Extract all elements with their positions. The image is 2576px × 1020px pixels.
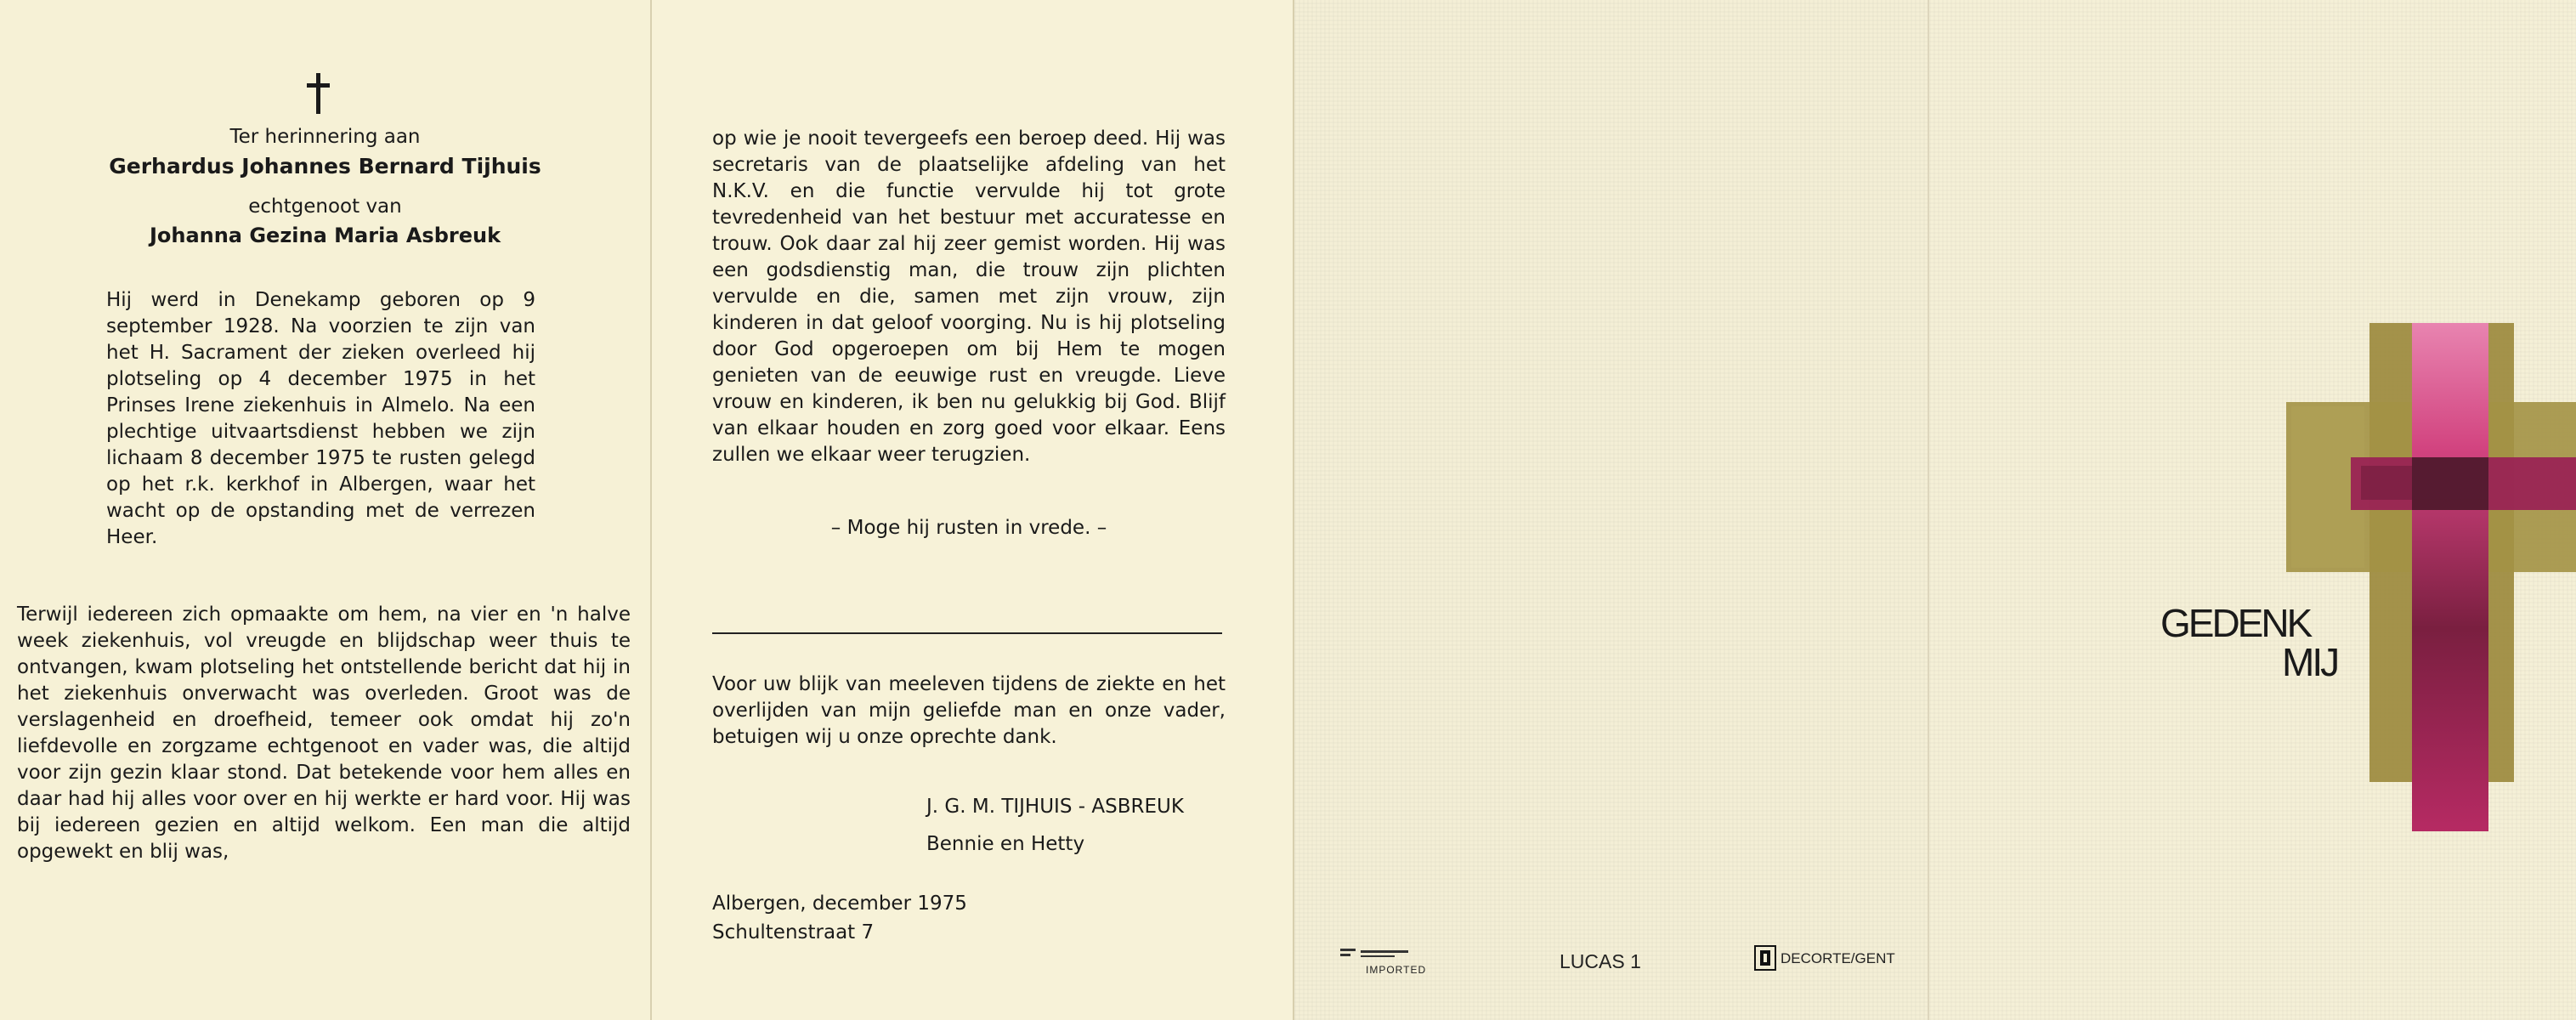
card-panel-front-cover	[1929, 0, 2576, 1020]
latin-cross-icon	[302, 71, 336, 116]
printer-logo	[1340, 945, 1410, 960]
remembrance-heading: Ter herinnering aan	[229, 126, 421, 148]
place-date: Albergen, december 1975	[712, 892, 967, 915]
publisher-logo-icon	[1754, 945, 1776, 971]
divider-line	[712, 632, 1222, 634]
card-panel-center-right	[1294, 0, 1929, 1020]
card-panel-left	[0, 0, 652, 1020]
thanks-text: Voor uw blijk van meeleven tijdens de ziekte en het overlijden van mijn geliefde man en onze vader, betuigen wij u onze oprechte dank.	[712, 673, 1226, 748]
address: Schultenstraat 7	[712, 921, 875, 944]
cover-title-line2: MIJ	[2282, 640, 2338, 684]
signature-family: J. G. M. TIJHUIS - ASBREUK	[926, 796, 1184, 818]
biography-text: Hij werd in Denekamp geboren op 9 september 1928. Na voorzien te zijn van het H. Sacrament der zieken overleed hij plotseling op 4 december 1975 in het Prinses Irene ziekenhuis in Almelo. Na een plechtige uitvaartsdienst hebben we zijn lichaam 8 december 1975 te rusten gelegd op het r.k. kerkhof in Albergen, waar het wacht op de opstanding met de verrezen Heer.	[106, 289, 535, 548]
memorial-text-part2: op wie je nooit tevergeefs een beroep deed. Hij was secretaris van de plaatselijke afdeling van het N.K.V. en die functie vervulde hij tot grote tevredenheid van het bestuur met accuratesse en trouw. Ook daar zal hij zeer gemist worden. Hij was een godsdienstig man, die trouw zijn plichten vervulde en die, samen met zijn vrouw, zijn kinderen in dat geloof voorging. Nu is hij plotseling door God opgeroepen om bij Hem te mogen genieten van de eeuwige rust en vreugde. Lieve vrouw en kinderen, ik ben nu gelukkig bij God. Blijf van elkaar houden en zorg goed voor elkaar. Eens zullen we elkaar weer terugzien.	[712, 128, 1226, 466]
series-label: LUCAS 1	[1560, 950, 1641, 972]
cover-title-line1: GEDENK	[2160, 601, 2311, 645]
rest-in-peace-line: – Moge hij rusten in vrede. –	[830, 517, 1107, 539]
painted-cross-icon	[2284, 313, 2576, 831]
imported-label: IMPORTED	[1366, 964, 1427, 976]
spouse-label: echtgenoot van	[248, 196, 402, 218]
memorial-text-part1: Terwijl iedereen zich opmaakte om hem, na vier en 'n halve week ziekenhuis, vol vreugde en blijdschap weer thuis te ontvangen, kwam plotseling het ontstellende bericht dat hij in het ziekenhuis onverwacht was overleden. Groot was de verslagenheid en droefheid, temeer ook omdat hij zo'n liefdevolle en zorgzame echtgenoot en vader was, die altijd voor zijn gezin klaar stond. Dat betekende voor hem alles en daar had hij alles voor over en hij werkte er hard voor. Hij was bij iedereen gezien en altijd welkom. Een man die altijd opgewekt en blij was,	[17, 604, 631, 863]
deceased-name: Gerhardus Johannes Bernard Tijhuis	[109, 154, 541, 178]
spouse-name: Johanna Gezina Maria Asbreuk	[149, 224, 501, 247]
publisher-label: DECORTE/GENT	[1781, 950, 1895, 966]
signature-children: Bennie en Hetty	[926, 833, 1085, 855]
